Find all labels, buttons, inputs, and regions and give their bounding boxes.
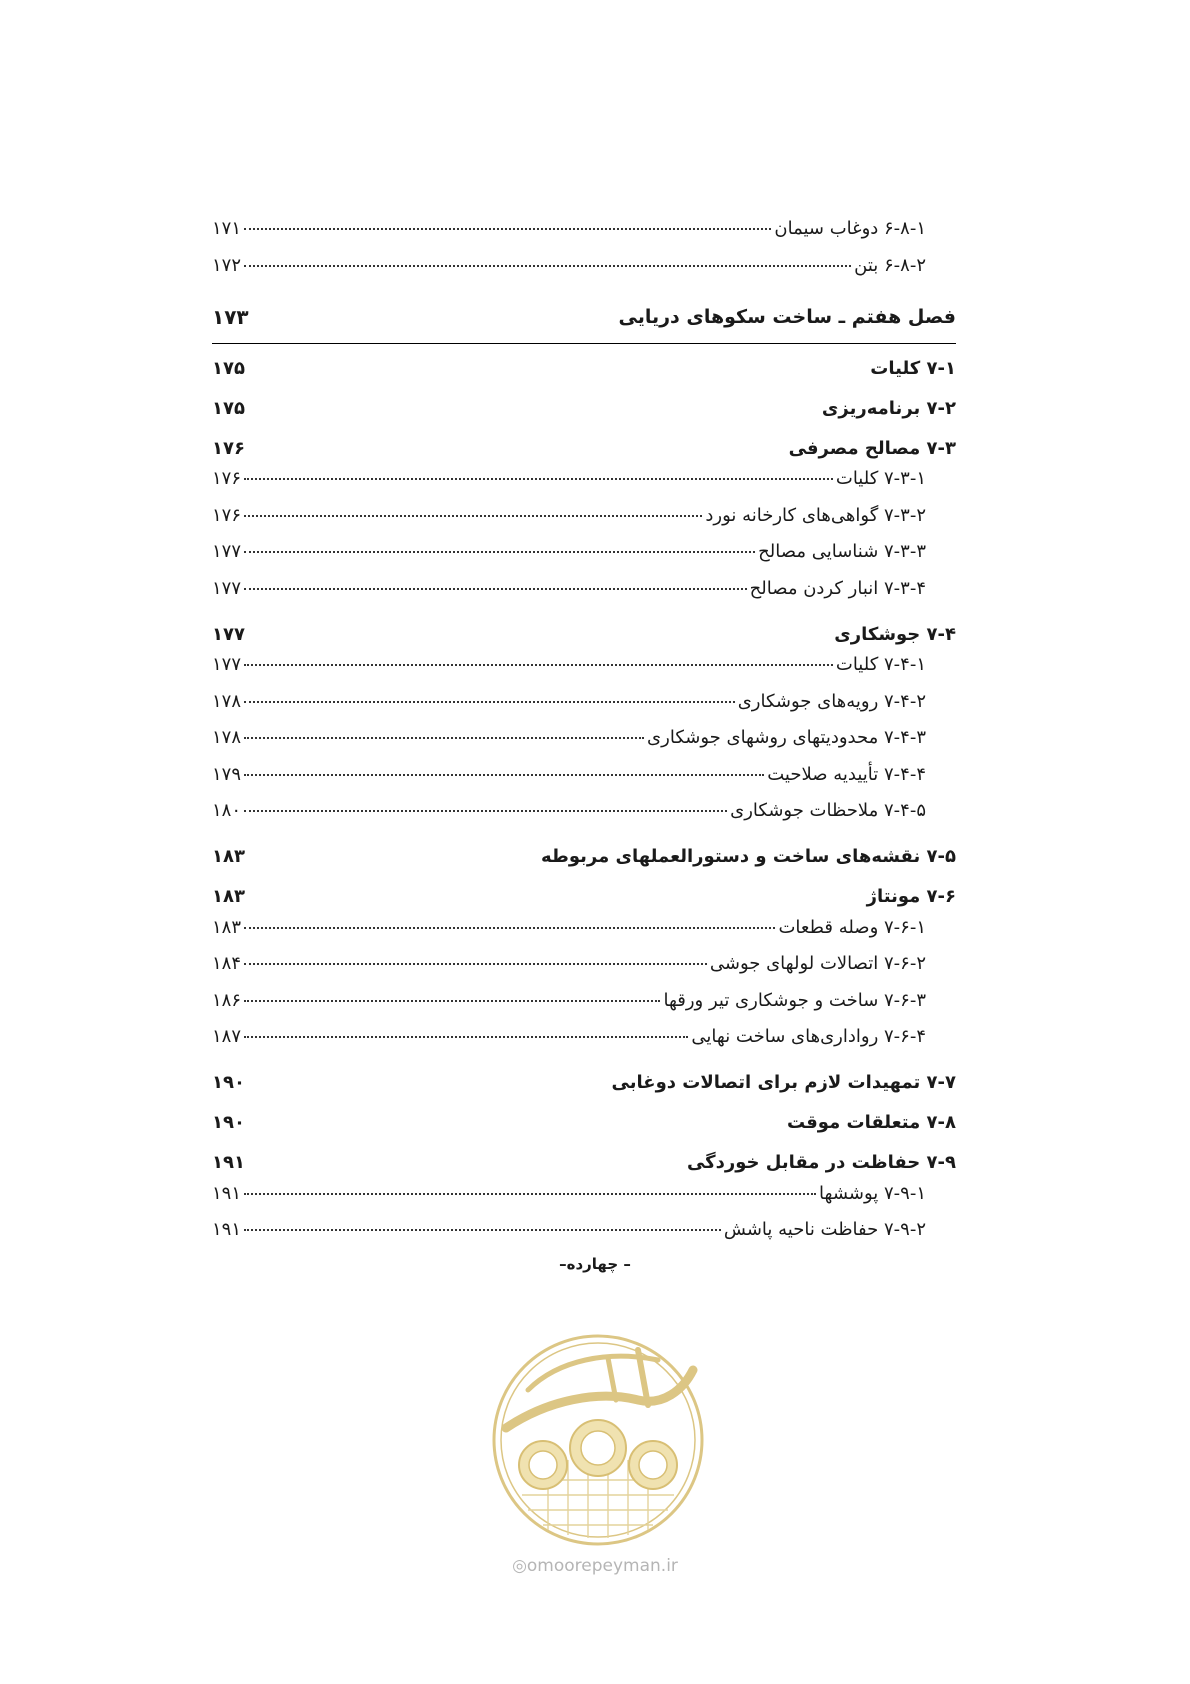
toc-entry-title: ۷-۶ مونتاژ [866,886,956,907]
toc-section-row [212,1143,956,1183]
toc-subsection-row [212,468,956,505]
dot-leader [244,963,707,965]
page-number-label: – چهارده– [559,1255,631,1273]
toc-subsection-row [212,654,956,691]
toc-entry-page: ۱۷۹ [212,763,242,785]
toc-subsection-row [212,218,956,255]
toc-entry-title: ۷-۳-۴ انبار کردن مصالح [749,577,926,599]
toc-entry-page: ۱۷۷ [212,541,242,562]
toc-entry-page: ۱۷۳ [212,305,249,329]
toc-entry-page: ۱۷۷ [212,654,242,675]
dot-leader [244,737,644,739]
toc-entry-title: ۷-۳-۲ گواهی‌های کارخانه نورد [705,504,926,526]
dot-leader [244,1000,660,1002]
toc-entry-page: ۱۹۱ [212,1182,242,1204]
dot-leader [244,265,851,267]
toc-entry-page: ۱۸۶ [212,989,242,1011]
dot-leader [244,810,727,812]
toc-subsection-row [212,691,956,728]
toc-entry-title: ۷-۴-۱ کلیات [835,654,926,675]
toc-entry-title: ۷-۲ برنامه‌ریزی [821,397,956,419]
toc-subsection-row [212,1183,956,1220]
toc-entry-page: ۱۷۷ [212,623,245,645]
toc-entry-title: ۷-۹-۲ حفاظت ناحیه پاشش [723,1219,926,1240]
toc-entry-page: ۱۷۶ [212,437,245,459]
toc-entry-page: ۱۷۶ [212,504,242,526]
toc-entry-title: ۷-۷ تمهیدات لازم برای اتصالات دوغابی [611,1072,956,1093]
dot-leader [244,228,771,230]
toc-subsection-row [212,917,956,954]
toc-entry-title: ۷-۴ جوشکاری [834,623,956,645]
toc-entry-title: ۶-۸-۱ دوغاب سیمان [774,218,926,239]
toc-entry-page: ۱۷۱ [212,218,242,239]
toc-entry-page: ۱۷۸ [212,690,242,712]
toc-entry-title: ۷-۴-۳ محدودیتهای روشهای جوشکاری [647,727,926,748]
toc-entry-page: ۱۷۵ [212,397,245,419]
toc-subsection-row [212,764,956,801]
table-of-contents [212,218,956,1256]
toc-section-row [212,348,956,388]
toc-chapter-row [212,291,956,344]
dot-leader [244,774,764,776]
dot-leader [244,1229,721,1231]
toc-subsection-row [212,541,956,578]
toc-entry-page: ۱۷۷ [212,577,242,599]
toc-entry-page: ۱۸۴ [212,953,242,974]
toc-entry-title: ۷-۳-۳ شناسایی مصالح [758,541,926,562]
seal-logo-icon [488,1330,708,1550]
toc-subsection-row [212,255,956,292]
toc-section-row [212,388,956,428]
toc-entry-page: ۱۸۰ [212,800,242,821]
toc-entry-title: ۷-۸ متعلقات موقت [786,1112,956,1133]
toc-entry-title: ۷-۳-۱ کلیات [835,468,926,489]
toc-entry-title: ۷-۶-۱ وصله قطعات [778,916,926,938]
toc-entry-page: ۱۸۳ [212,846,245,867]
toc-entry-page: ۱۸۷ [212,1026,242,1047]
toc-entry-title: ۷-۴-۵ ملاحظات جوشکاری [730,800,926,821]
toc-entry-title: ۷-۴-۲ رویه‌های جوشکاری [737,690,926,712]
toc-entry-title: ۷-۴-۴ تأییدیه صلاحیت [767,763,926,785]
toc-entry-title: ۷-۶-۲ اتصالات لولهای جوشی [709,953,926,974]
toc-entry-title: ۷-۹ حفاظت در مقابل خوردگی [686,1152,956,1173]
toc-section-row [212,877,956,917]
toc-section-row [212,614,956,654]
toc-entry-page: ۱۸۳ [212,886,245,907]
toc-entry-title: ۷-۶-۴ رواداری‌های ساخت نهایی [691,1026,926,1047]
dot-leader [244,927,775,929]
toc-subsection-row [212,953,956,990]
toc-entry-page: ۱۷۲ [212,254,242,276]
toc-entry-page: ۱۹۱ [212,1219,242,1240]
toc-entry-page: ۱۸۳ [212,916,242,938]
toc-entry-title: ۷-۵ نقشه‌های ساخت و دستورالعملهای مربوطه [541,846,956,867]
dot-leader [244,515,702,517]
toc-subsection-row [212,1219,956,1256]
dot-leader [244,1193,816,1195]
toc-entry-page: ۱۷۵ [212,357,245,379]
watermark-site [0,1556,1190,1576]
toc-entry-title: ۷-۹-۱ پوششها [819,1182,926,1204]
dot-leader [244,1036,688,1038]
toc-entry-title: ۶-۸-۲ بتن [854,254,926,276]
toc-subsection-row [212,727,956,764]
dot-leader [244,664,833,666]
toc-entry-title: ۷-۱ کلیات [870,357,956,379]
toc-entry-page: ۱۷۸ [212,727,242,748]
toc-subsection-row [212,578,956,615]
toc-entry-title: ۷-۳ مصالح مصرفی [788,437,956,459]
toc-section-row [212,1103,956,1143]
toc-subsection-row [212,800,956,837]
toc-entry-title: ۷-۶-۳ ساخت و جوشکاری تیر ورقها [663,989,926,1011]
toc-subsection-row [212,1026,956,1063]
watermark-text: omoorepeyman.ir [526,1556,678,1576]
toc-subsection-row [212,505,956,542]
dot-leader [244,588,747,590]
watermark-icon: ◎ [512,1556,527,1576]
toc-section-row [212,428,956,468]
toc-section-row [212,1063,956,1103]
toc-entry-page: ۱۹۰ [212,1072,245,1093]
toc-subsection-row [212,990,956,1027]
dot-leader [244,701,735,703]
toc-entry-page: ۱۹۱ [212,1152,245,1173]
page-number-footer [0,1255,1190,1273]
toc-entry-title: فصل هفتم ـ ساخت سکوهای دریایی [618,306,956,328]
toc-section-row [212,837,956,877]
dot-leader [244,551,755,553]
toc-entry-page: ۱۹۰ [212,1112,245,1133]
toc-entry-page: ۱۷۶ [212,468,242,489]
dot-leader [244,478,833,480]
